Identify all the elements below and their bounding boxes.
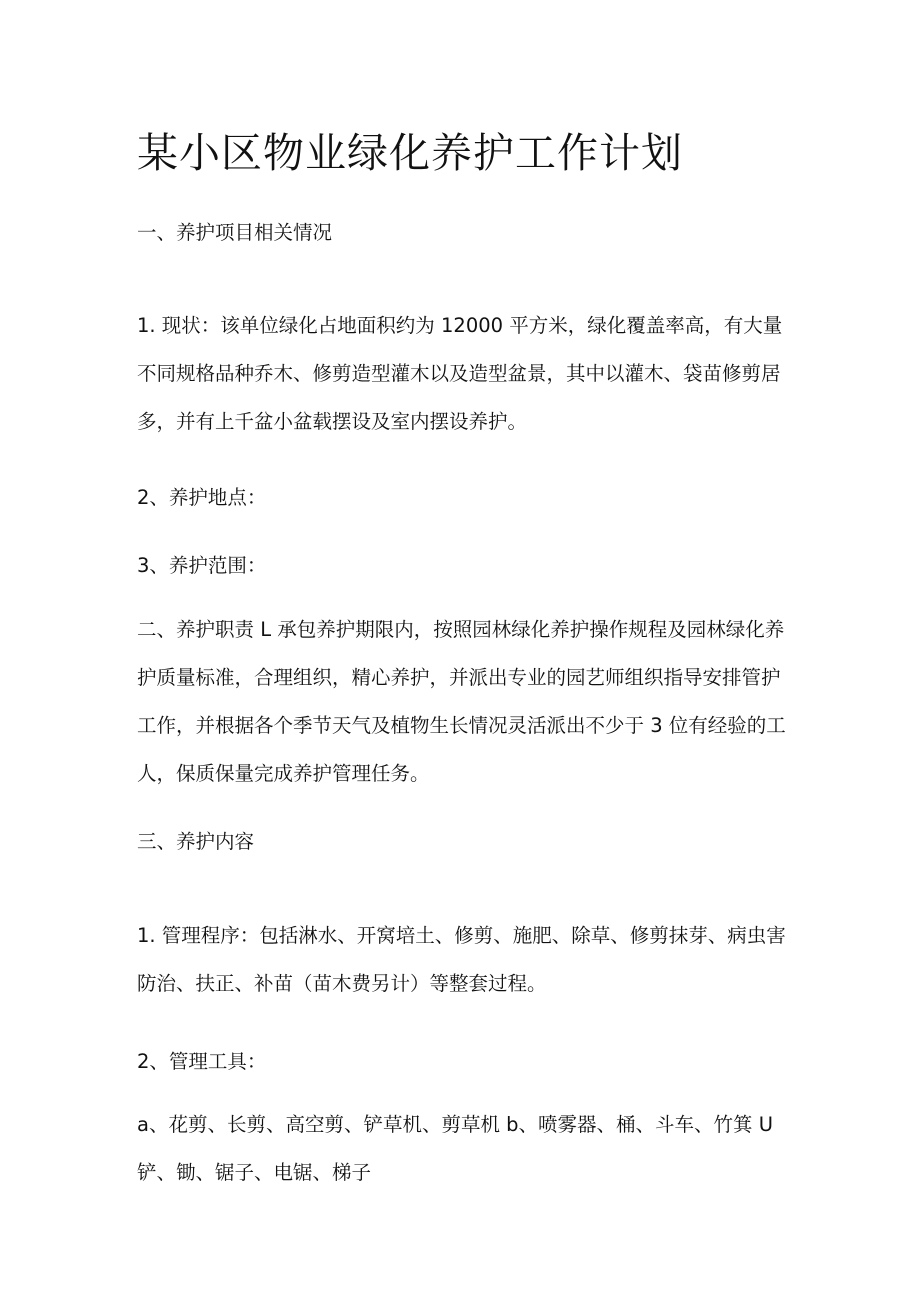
paragraph-location: 2、养护地点： [137,486,267,509]
paragraph-status: 1. 现状：该单位绿化占地面积约为 12000 平方米，绿化覆盖率高，有大量不同规格品种乔木、修剪造型灌木以及造型盆景，其中以灌木、袋苗修剪居多，并有上千盆小盆载摆设及室内摆设养护。 [137,314,783,433]
section-heading-1: 一、养护项目相关情况 [137,221,333,244]
paragraph-scope: 3、养护范围： [137,554,267,577]
paragraph-procedures: 1. 管理程序：包括淋水、开窝培土、修剪、施肥、除草、修剪抹芽、病虫害防治、扶正、补苗（苗木费另计）等整套过程。 [137,924,786,995]
section-heading-3: 三、养护内容 [137,830,255,853]
paragraph-responsibilities: 二、养护职责 L 承包养护期限内，按照园林绿化养护操作规程及园林绿化养护质量标准，合理组织，精心养护，并派出专业的园艺师组织指导安排管护工作，并根据各个季节天气及植物生长情况灵活派出不少于 3 位有经验的工人，保质保量完成养护管理任务。 [137,618,786,785]
paragraph-tools-list: a、花剪、长剪、高空剪、铲草机、剪草机 b、喷雾器、桶、斗车、竹箕 U 铲、锄、锯子、电锯、梯子 [137,1113,773,1184]
paragraph-tools-heading: 2、管理工具： [137,1050,267,1073]
document-title: 某小区物业绿化养护工作计划 [137,129,683,177]
